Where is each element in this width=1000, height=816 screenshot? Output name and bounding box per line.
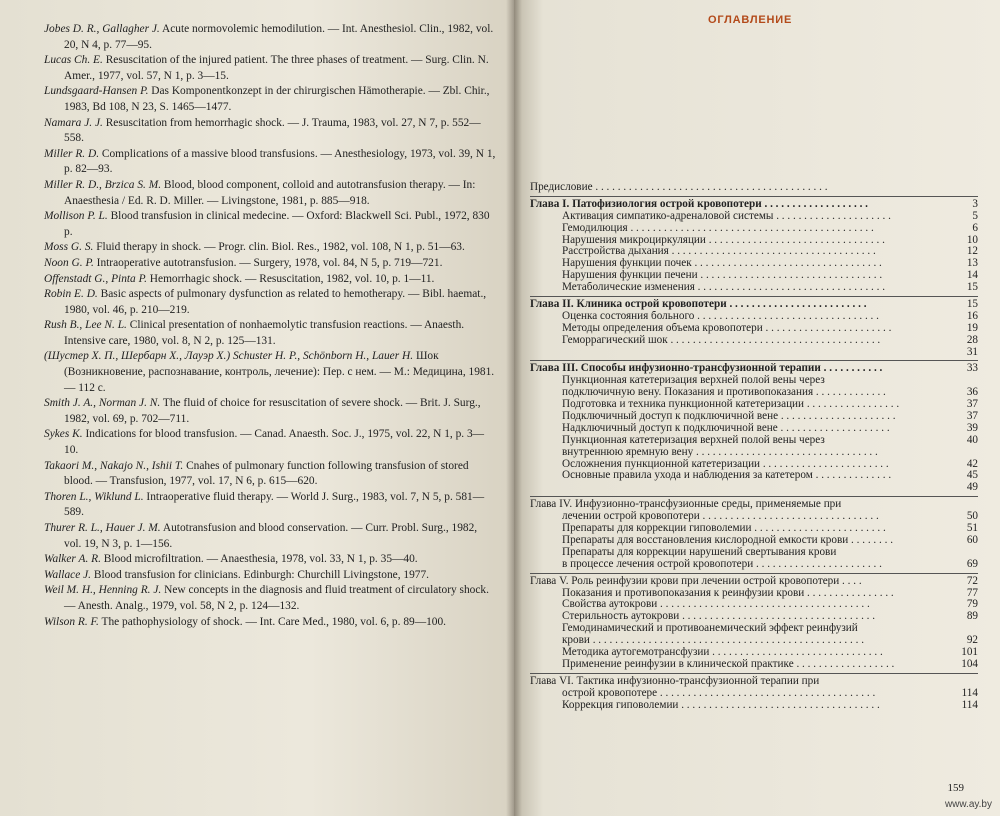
reference-author: Noon G. P. — [44, 256, 94, 269]
reference-text: Intraoperative fluid therapy. — World J. Surg., 1983, vol. 7, N 5, p. 581—589. — [64, 490, 485, 519]
toc-entry — [530, 559, 978, 571]
book-gutter-shadow — [506, 0, 522, 816]
toc-entry-title: Геморрагический шок . . . . . . . . . . . . . . . . . . . . . . . . . . . . . . . . . . . . . . — [562, 334, 881, 346]
toc-entry-page: 40 — [966, 433, 978, 446]
reference-item — [44, 272, 496, 288]
toc-entry — [530, 258, 978, 270]
reference-text: Fluid therapy in shock. — Progr. clin. Biol. Res., 1982, vol. 108, N 1, p. 51—63. — [93, 241, 465, 254]
toc-entry — [530, 659, 978, 671]
reference-author: Mollison P. L. — [44, 210, 108, 223]
chapter-divider — [530, 196, 978, 197]
toc-entry — [530, 599, 978, 611]
reference-author: Robin E. D. — [44, 288, 98, 301]
reference-item — [44, 22, 496, 53]
reference-item — [44, 583, 496, 614]
reference-text: Blood transfusion for clinicians. Edinburgh: Churchill Livingstone, 1977. — [91, 568, 430, 581]
reference-author: Offenstadt G., Pinta P. — [44, 272, 147, 285]
reference-author: Thoren L., Wiklund L. — [44, 490, 144, 503]
toc-entry — [530, 211, 978, 223]
toc-entry-title: Свойства аутокрови . . . . . . . . . . . . . . . . . . . . . . . . . . . . . . . . . . . . . . — [562, 599, 870, 611]
toc-entry-page: 19 — [966, 321, 978, 334]
toc-entry-title: Пункционная катетеризация верхней полой вены через — [562, 434, 825, 446]
reference-item — [44, 521, 496, 552]
toc-entry — [530, 611, 978, 623]
reference-item — [44, 568, 496, 584]
toc-entry — [530, 499, 978, 511]
toc-entry-page: 72 — [966, 574, 978, 587]
reference-text: Blood transfusion in clinical medecine. — Oxford: Blackwell Sci. Publ., 1972, 830 p. — [64, 210, 490, 238]
toc-entry — [530, 635, 978, 647]
toc-entry-title: Надключичный доступ к подключичной вене . . . . . . . . . . . . . . . . . . . . — [562, 422, 890, 434]
toc-entry — [530, 423, 978, 435]
toc-entry — [530, 700, 978, 712]
toc-entry-page: 13 — [966, 257, 978, 270]
toc-entry — [530, 676, 978, 688]
toc-entry-page: 51 — [966, 522, 978, 535]
toc-entry — [530, 223, 978, 235]
toc-entry-title: крови . . . . . . . . . . . . . . . . . . . . . . . . . . . . . . . . . . . . . . . . . . . . . . . . . — [562, 635, 864, 647]
toc-entry-title: Подключичный доступ к подключичной вене . . . . . . . . . . . . . . . . . . . . . — [562, 411, 896, 423]
toc-entry — [530, 335, 978, 347]
reference-text: The fluid of choice for resuscitation of severe shock. — Brit. J. Surg., 1982, vol. 69, p. 702—711. — [64, 397, 481, 425]
toc-entry-title: Препараты для коррекции гиповолемии . . . . . . . . . . . . . . . . . . . . . . . . — [562, 523, 886, 535]
toc-entry-page: 36 — [966, 386, 978, 399]
toc-entry — [530, 470, 978, 482]
toc-entry-page: 39 — [966, 421, 978, 434]
reference-text: Hemorrhagic shock. — Resuscitation, 1982, vol. 10, p. 1—11. — [146, 272, 435, 285]
reference-text: Das Komponentkonzept in der chirurgischen Hämotherapie. — Zbl. Chir., 1983, Bd 108, N 23, S. 1465—1477. — [64, 85, 490, 113]
reference-author: Thurer R. L., Hauer J. M. — [44, 522, 161, 534]
reference-text: Indications for blood transfusion. — Canad. Anaesth. Soc. J., 1975, vol. 22, N 1, p. 3—10. — [64, 428, 485, 457]
toc-entry-title: Метаболические изменения . . . . . . . . . . . . . . . . . . . . . . . . . . . . . . . . . . — [562, 282, 886, 294]
reference-item — [44, 318, 496, 349]
reference-author: Smith J. A., Norman J. N. — [44, 397, 161, 410]
toc-entry-page: 31 — [966, 345, 978, 358]
reference-item — [44, 116, 496, 147]
toc-entry-title: Глава IV. Инфузионно-трансфузионные среды, применяемые при — [530, 499, 842, 511]
toc-entry-title: Основные правила ухода и наблюдения за катетером . . . . . . . . . . . . . . — [562, 470, 892, 482]
reference-author: (Шустер Х. П., Шербарн Х., Лауэр Х.) Schuster H. P., Schönborn H., Lauer H. — [44, 350, 414, 363]
toc-entry — [530, 576, 978, 588]
reference-author: Miller R. D., Brzica S. M. — [44, 178, 162, 191]
toc-entry — [530, 535, 978, 547]
toc-entry — [530, 387, 978, 399]
reference-text: Basic aspects of pulmonary dysfunction as related to hemotherapy. — Bibl. haemat., 1980, vol. 46, p. 210—219. — [64, 288, 487, 316]
reference-text: Acute normovolemic hemodilution. — Int. Anesthesiol. Clin., 1982, vol. 20, N 4, p. 77—95. — [64, 23, 494, 51]
toc-entry — [530, 375, 978, 387]
reference-item — [44, 256, 496, 272]
toc-entry-page: 79 — [966, 598, 978, 611]
reference-text: New concepts in the diagnosis and fluid treatment of circulatory shock. — Anesth. Analg., 1979, vol. 58, N 2, p. 124—132. — [64, 584, 489, 612]
reference-text: Autotransfusion and blood conservation. — Curr. Probl. Surg., 1982, vol. 19, N 3, p. 1—156. — [64, 522, 478, 550]
toc-entry-title: Коррекция гиповолемии . . . . . . . . . . . . . . . . . . . . . . . . . . . . . . . . . . . . — [562, 699, 880, 711]
toc-entry-page: 69 — [966, 557, 978, 570]
toc-entry-title: Нарушения микроциркуляции . . . . . . . . . . . . . . . . . . . . . . . . . . . . . . . . — [562, 234, 885, 246]
reference-author: Walker A. R. — [44, 553, 101, 566]
toc-entry-title: Стерильность аутокрови . . . . . . . . . . . . . . . . . . . . . . . . . . . . . . . . . . . — [562, 611, 876, 623]
toc-entry — [530, 246, 978, 258]
reference-author: Namara J. J. — [44, 116, 103, 129]
toc-entry-page: 33 — [966, 362, 978, 375]
toc-entry-page: 104 — [961, 657, 978, 670]
reference-text: The pathophysiology of shock. — Int. Care Med., 1980, vol. 6, p. 89—100. — [98, 615, 447, 628]
toc-entry-page: 37 — [966, 410, 978, 423]
reference-item — [44, 552, 496, 568]
toc-entry-page: 50 — [966, 510, 978, 523]
reference-item — [44, 427, 496, 458]
toc-entry-page: 37 — [966, 398, 978, 411]
toc-entry-title: Методы определения объема кровопотери . . . . . . . . . . . . . . . . . . . . . . . — [562, 322, 892, 334]
reference-author: Miller R. D. — [44, 147, 100, 160]
reference-text: Cnahes of pulmonary function following transfusion of stored blood. — Transfusion, 1977, vol. 17, N 6, p. 615—620. — [64, 459, 469, 488]
toc-entry-title: Глава II. Клиника острой кровопотери . . . . . . . . . . . . . . . . . . . . . . . . . — [530, 299, 867, 311]
toc-entry-page: 12 — [966, 245, 978, 258]
toc-entry — [530, 588, 978, 600]
reference-author: Weil M. H., Henning R. J. — [44, 584, 162, 597]
toc-entry-page: 114 — [961, 698, 978, 711]
reference-text: Complications of a massive blood transfusions. — Anesthesiology, 1973, vol. 39, N 1, p. 82—93. — [64, 147, 496, 176]
reference-item — [44, 209, 496, 240]
toc-entry-page: 101 — [961, 645, 978, 658]
toc-entry-page: 15 — [966, 298, 978, 311]
toc-entry — [530, 459, 978, 471]
toc-entry — [530, 435, 978, 447]
toc-entry-title: подключичную вену. Показания и противопоказания . . . . . . . . . . . . . — [562, 387, 886, 399]
page-number: 159 — [947, 782, 964, 794]
toc-entry-page: 89 — [966, 610, 978, 623]
toc-entry-title: Гемодилюция . . . . . . . . . . . . . . . . . . . . . . . . . . . . . . . . . . . . . . . . . . . . — [562, 222, 874, 234]
watermark: www.ay.by — [944, 799, 992, 810]
toc-entry-page: 60 — [966, 533, 978, 546]
reference-text: Шок (Возникновение, распознавание, контроль, лечение): Пер. с нем. — М.: Медицина, 1981. — 112 с. — [64, 350, 495, 394]
toc-entry — [530, 282, 978, 294]
toc-entry-title: в процессе лечения острой кровопотери . . . . . . . . . . . . . . . . . . . . . . . — [562, 558, 882, 570]
reference-item — [44, 287, 496, 318]
toc-entry — [530, 523, 978, 535]
toc-entry-title: Глава I. Патофизиология острой кровопотери . . . . . . . . . . . . . . . . . . . — [530, 198, 868, 210]
reference-author: Takaori M., Nakajo N., Ishii T. — [44, 459, 184, 472]
reference-item — [44, 349, 496, 396]
chapter-divider — [530, 296, 978, 297]
toc-entry-title: Препараты для коррекции нарушений свертывания крови — [562, 546, 837, 558]
reference-text: Blood microfiltration. — Anaesthesia, 1978, vol. 33, N 1, p. 35—40. — [100, 553, 418, 566]
reference-text: Clinical presentation of nonhaemolytic transfusion reactions. — Anaesth. Intensive care, 1980, vol. 8, N 2, p. 125—131. — [64, 319, 465, 347]
toc-entry-title: Нарушения функции почек . . . . . . . . . . . . . . . . . . . . . . . . . . . . . . . . . . — [562, 258, 882, 270]
reference-item — [44, 490, 496, 521]
toc-entry — [530, 270, 978, 282]
toc-entry — [530, 363, 978, 375]
toc-entry-title: внутреннюю яремную вену . . . . . . . . . . . . . . . . . . . . . . . . . . . . . . . . . — [562, 446, 878, 458]
toc-entry-page: 10 — [966, 233, 978, 246]
reference-author: Moss G. S. — [44, 241, 94, 254]
toc-entry-page: 45 — [966, 469, 978, 482]
toc-entry-title: Осложнения пункционной катетеризации . . . . . . . . . . . . . . . . . . . . . . . — [562, 458, 889, 470]
reference-item — [44, 396, 496, 427]
toc-entry-title: Активация симпатико-адреналовой системы . . . . . . . . . . . . . . . . . . . . . — [562, 210, 891, 222]
reference-author: Lucas Ch. E. — [44, 54, 103, 67]
toc-entry — [530, 235, 978, 247]
reference-item — [44, 53, 496, 84]
toc-entry — [530, 311, 978, 323]
chapter-divider — [530, 496, 978, 497]
toc-entry-page: 28 — [966, 333, 978, 346]
toc-entry-page: 6 — [972, 221, 978, 234]
toc-entry — [530, 447, 978, 459]
reference-item — [44, 615, 496, 631]
toc-entry-page: 14 — [966, 269, 978, 282]
toc-entry-title: Подготовка и техника пункционной катетеризации . . . . . . . . . . . . . . . . . — [562, 399, 900, 411]
reference-text: Intraoperative autotransfusion. — Surgery, 1978, vol. 84, N 5, p. 719—721. — [93, 256, 443, 269]
toc-entry — [530, 623, 978, 635]
toc-entry-title: Расстройства дыхания . . . . . . . . . . . . . . . . . . . . . . . . . . . . . . . . . . . . . — [562, 246, 876, 258]
toc-entry — [530, 511, 978, 523]
toc-entry-page: 42 — [966, 457, 978, 470]
toc-entry — [530, 323, 978, 335]
toc-entry-title: Предисловие . . . . . . . . . . . . . . . . . . . . . . . . . . . . . . . . . . . . . . . . . . — [530, 182, 828, 193]
toc-entry-title: Пункционная катетеризация верхней полой вены через — [562, 375, 825, 387]
reference-item — [44, 459, 496, 490]
contents-title: ОГЛАВЛЕНИЕ — [708, 14, 793, 26]
toc-entry — [530, 688, 978, 700]
reference-author: Lundsgaard-Hansen P. — [44, 85, 149, 98]
toc-entry-page: 3 — [972, 197, 978, 210]
toc-entry-page: 16 — [966, 309, 978, 322]
reference-list — [44, 22, 496, 630]
toc-entry-page: 114 — [961, 686, 978, 699]
toc-entry-title: Показания и противопоказания к реинфузии крови . . . . . . . . . . . . . . . . — [562, 587, 894, 599]
toc-entry — [530, 347, 978, 359]
reference-item — [44, 84, 496, 115]
reference-author: Wallace J. — [44, 568, 92, 581]
table-of-contents — [530, 182, 978, 711]
toc-entry-title: Глава VI. Тактика инфузионно-трансфузионной терапии при — [530, 675, 820, 687]
chapter-divider — [530, 360, 978, 361]
reference-item — [44, 178, 496, 209]
toc-entry-title: Методика аутогемотрансфузии . . . . . . . . . . . . . . . . . . . . . . . . . . . . . . . — [562, 646, 883, 658]
toc-entry-title: Нарушения функции печени . . . . . . . . . . . . . . . . . . . . . . . . . . . . . . . . . — [562, 270, 883, 282]
reference-text: Resuscitation of the injured patient. The three phases of treatment. — Surg. Clin. N. Amer., 1977, vol. 57, N 1, p. 3—15. — [64, 54, 489, 82]
reference-item — [44, 147, 496, 178]
toc-entry-title: Препараты для восстановления кислородной емкости крови . . . . . . . . — [562, 534, 894, 546]
toc-entry-title: острой кровопотере . . . . . . . . . . . . . . . . . . . . . . . . . . . . . . . . . . . . . . . — [562, 687, 876, 699]
right-page — [514, 0, 1000, 816]
toc-entry-page: 5 — [972, 209, 978, 222]
toc-entry — [530, 199, 978, 211]
toc-entry-page: 15 — [966, 281, 978, 294]
toc-entry-page: 92 — [966, 634, 978, 647]
reference-author: Sykes K. — [44, 428, 83, 441]
toc-entry — [530, 299, 978, 311]
reference-item — [44, 240, 496, 256]
toc-entry — [530, 411, 978, 423]
toc-entry-title: Оценка состояния больного . . . . . . . . . . . . . . . . . . . . . . . . . . . . . . . . . — [562, 310, 879, 322]
reference-author: Rush B., Lee N. L. — [44, 319, 127, 332]
reference-text: Blood, blood component, colloid and autotransfusion therapy. — In: Anaesthesia / Ed. R. D. Miller. — Livingstone, 1981, p. 885—918. — [64, 178, 476, 207]
reference-text: Resuscitation from hemorrhagic shock. — J. Trauma, 1983, vol. 27, N 7, p. 552—558. — [64, 116, 481, 145]
toc-entry-title: Глава III. Способы инфузионно-трансфузионной терапии . . . . . . . . . . . — [530, 363, 883, 375]
toc-entry — [530, 482, 978, 494]
toc-entry-title: Глава V. Роль реинфузии крови при лечении острой кровопотери . . . . — [530, 575, 862, 587]
reference-author: Jobes D. R., Gallagher J. — [44, 23, 160, 35]
reference-author: Wilson R. F. — [44, 615, 99, 628]
chapter-divider — [530, 673, 978, 674]
chapter-divider — [530, 573, 978, 574]
toc-entry-title: лечении острой кровопотери . . . . . . . . . . . . . . . . . . . . . . . . . . . . . . . . — [562, 511, 879, 523]
toc-entry-page: 49 — [966, 481, 978, 494]
toc-entry-title: Применение реинфузии в клинической практике . . . . . . . . . . . . . . . . . . — [562, 658, 895, 670]
toc-entry — [530, 647, 978, 659]
toc-entry — [530, 399, 978, 411]
toc-entry-page: 77 — [966, 586, 978, 599]
toc-entry — [530, 182, 978, 194]
toc-entry — [530, 547, 978, 559]
toc-entry-title: Гемодинамический и противоанемический эффект реинфузий — [562, 623, 858, 635]
